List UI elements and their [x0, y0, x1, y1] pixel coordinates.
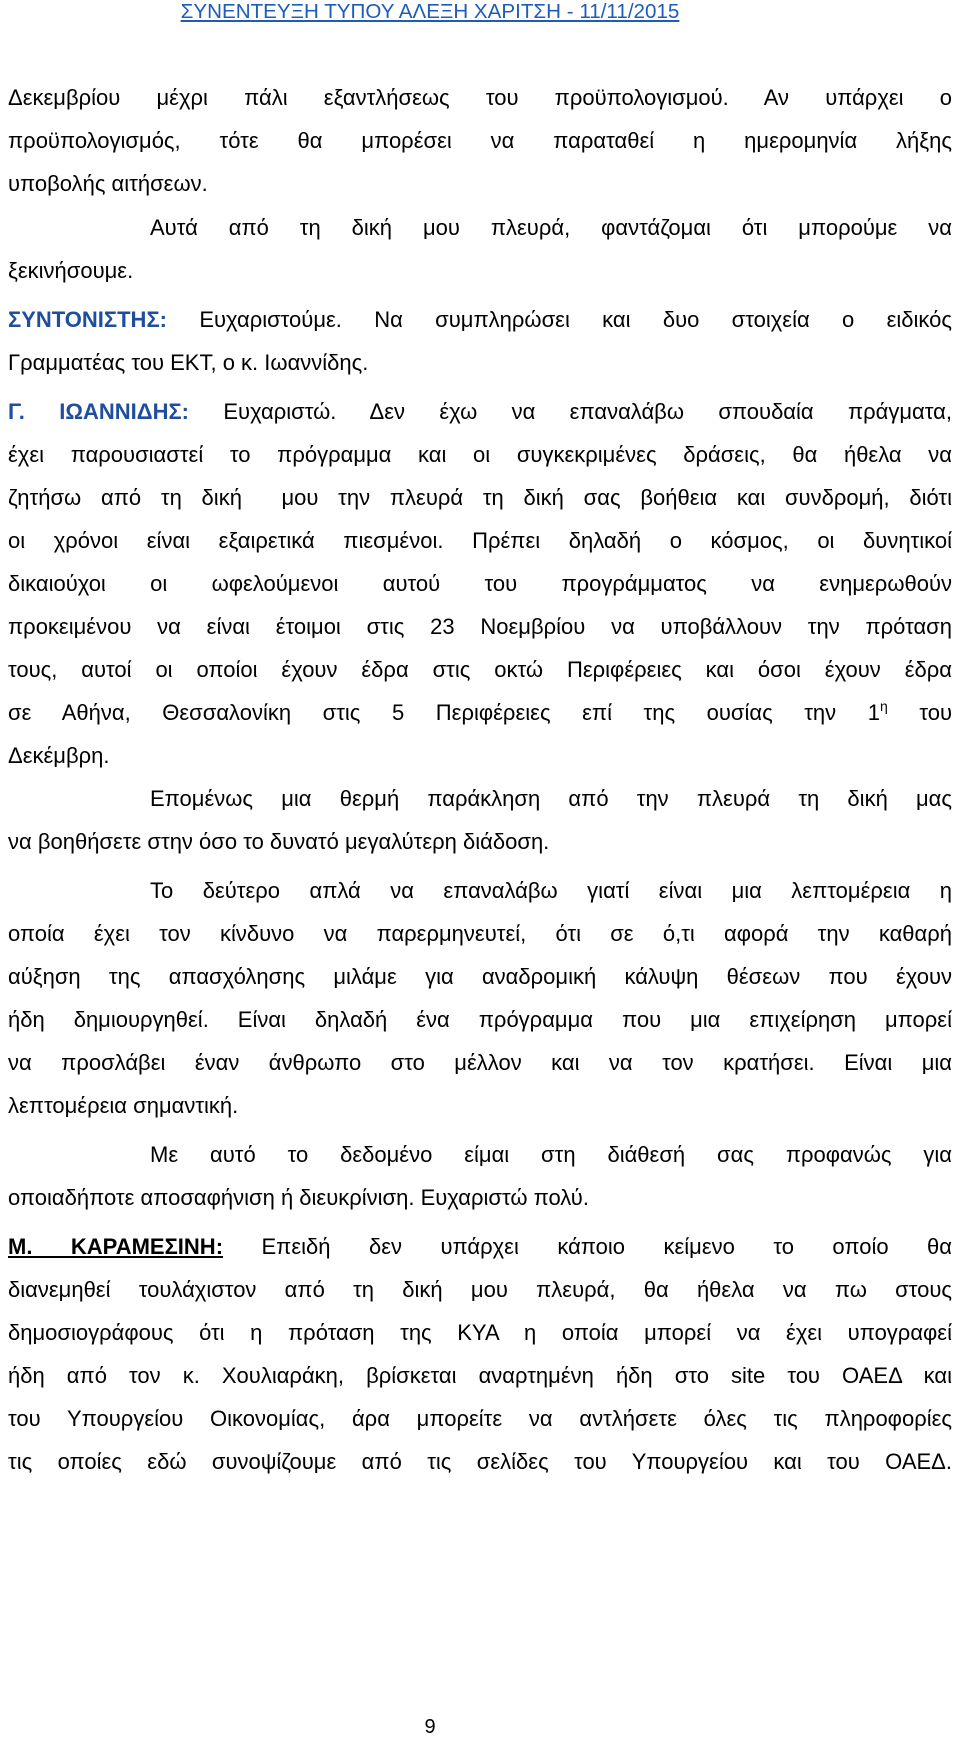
- line-text: Επειδή δεν υπάρχει κάποιο κείμενο το οποίο θα: [261, 1234, 952, 1259]
- line-text: ξεκινήσουμε.: [8, 258, 134, 283]
- line-text: Δεκέμβρη.: [8, 743, 110, 768]
- text-line: [8, 691, 952, 734]
- page-header: [0, 0, 860, 24]
- line-text: να προσλάβει έναν άνθρωπο στο μέλλον και να τον κρατήσει. Είναι μια: [8, 1050, 952, 1075]
- line-text: ήδη από τον κ. Χουλιαράκη, βρίσκεται αναρτημένη ήδη στο site του ΟΑΕΔ και: [8, 1363, 952, 1388]
- line-text: δικαιούχοι οι ωφελούμενοι αυτού του προγράμματος να ενημερωθούν: [8, 571, 952, 596]
- line-text: Αυτά από τη δική μου πλευρά, φαντάζομαι ότι μπορούμε να: [150, 215, 952, 240]
- speaker-paragraph: [8, 298, 952, 384]
- line-text: οι χρόνοι είναι εξαιρετικά πιεσμένοι. Πρέπει δηλαδή ο κόσμος, οι δυνητικοί: [8, 528, 952, 553]
- text-line: [8, 298, 952, 341]
- text-line: [8, 162, 952, 205]
- line-text: του: [919, 700, 952, 725]
- line-text: Το δεύτερο απλά να επαναλάβω γιατί είναι μια λεπτομέρεια η: [150, 878, 952, 903]
- line-text: Ευχαριστούμε. Να συμπληρώσει και δυο στοιχεία ο ειδικός: [199, 307, 952, 332]
- speaker-paragraph: [8, 390, 952, 777]
- text-line: [8, 1084, 952, 1127]
- line-text: έχει παρουσιαστεί το πρόγραμμα και οι συγκεκριμένες δράσεις, θα ήθελα να: [8, 442, 952, 467]
- text-line: [8, 955, 952, 998]
- page-number: 9: [424, 1716, 436, 1738]
- line-text: ζητήσω από τη δική μου την πλευρά τη δική σας βοήθεια και συνδρομή, διότι: [8, 485, 952, 510]
- line-text: διανεμηθεί τουλάχιστον από τη δική μου πλευρά, θα ήθελα να πω στους: [8, 1277, 952, 1302]
- text-line: [8, 1354, 952, 1397]
- text-line: [8, 341, 952, 384]
- line-content: [8, 390, 952, 433]
- line-text: οποία έχει τον κίνδυνο να παρερμηνευτεί, ότι σε ό,τι αφορά την καθαρή: [8, 921, 952, 946]
- speaker-label: ΣΥΝΤΟΝΙΣΤΗΣ:: [8, 307, 167, 332]
- text-line: [8, 912, 952, 955]
- line-text: τους, αυτοί οι οποίοι έχουν έδρα στις οκτώ Περιφέρειες και όσοι έχουν έδρα: [8, 657, 952, 682]
- speaker-label: Γ. ΙΩΑΝΝΙΔΗΣ:: [8, 399, 190, 424]
- line-text: αύξηση της απασχόλησης μιλάμε για αναδρομική κάλυψη θέσεων που έχουν: [8, 964, 952, 989]
- line-content: [8, 298, 952, 341]
- line-text: Δεκεμβρίου μέχρι πάλι εξαντλήσεως του προϋπολογισμού. Αν υπάρχει ο: [8, 85, 952, 110]
- line-text: υποβολής αιτήσεων.: [8, 171, 208, 196]
- text-line: [8, 206, 952, 249]
- text-line: [8, 76, 952, 119]
- text-line: [8, 1225, 952, 1268]
- text-line: [8, 1311, 952, 1354]
- text-line: [8, 1176, 952, 1219]
- paragraph: [8, 76, 952, 205]
- text-line: [8, 648, 952, 691]
- line-text: σε Αθήνα, Θεσσαλονίκη στις 5 Περιφέρειες επί της ουσίας την 1: [8, 700, 880, 725]
- line-text: λεπτομέρεια σημαντική.: [8, 1093, 239, 1118]
- line-text: να βοηθήσετε στην όσο το δυνατό μεγαλύτερη διάδοση.: [8, 829, 550, 854]
- text-line: [8, 1133, 952, 1176]
- header-title: ΣΥΝΕΝΤΕΥΞΗ ΤΥΠΟΥ ΑΛΕΞΗ ΧΑΡΙΤΣΗ - 11/11/2015: [180, 0, 680, 23]
- superscript-ordinal: η: [879, 698, 888, 714]
- text-line: [8, 433, 952, 476]
- line-text: δημοσιογράφους ότι η πρόταση της ΚΥΑ η οποία μπορεί να έχει υπογραφεί: [8, 1320, 952, 1345]
- text-line: [8, 249, 952, 292]
- text-line: [8, 519, 952, 562]
- transcript-body: [8, 76, 952, 1483]
- text-line: [8, 1440, 952, 1483]
- line-text: οποιαδήποτε αποσαφήνιση ή διευκρίνιση. Ευχαριστώ πολύ.: [8, 1185, 589, 1210]
- line-content: [8, 1225, 952, 1268]
- speaker-label: Μ. ΚΑΡΑΜΕΣΙΝΗ:: [8, 1234, 224, 1259]
- line-text: ήδη δημιουργηθεί. Είναι δηλαδή ένα πρόγραμμα που μια επιχείρηση μπορεί: [8, 1007, 952, 1032]
- text-line: [8, 1268, 952, 1311]
- speaker-paragraph: [8, 1225, 952, 1483]
- paragraph: [8, 869, 952, 1127]
- paragraph: [8, 777, 952, 863]
- text-line: [8, 820, 952, 863]
- text-line: [8, 869, 952, 912]
- line-text: Με αυτό το δεδομένο είμαι στη διάθεσή σας προφανώς για: [150, 1142, 952, 1167]
- line-text: προϋπολογισμός, τότε θα μπορέσει να παραταθεί η ημερομηνία λήξης: [8, 128, 952, 153]
- line-text: τις οποίες εδώ συνοψίζουμε από τις σελίδες του Υπουργείου και του ΟΑΕΔ.: [8, 1449, 952, 1474]
- line-text: Γραμματέας του ΕΚΤ, ο κ. Ιωαννίδης.: [8, 350, 369, 375]
- paragraph: [8, 206, 952, 292]
- text-line: [8, 119, 952, 162]
- text-line: [8, 734, 952, 777]
- line-text: Ευχαριστώ. Δεν έχω να επαναλάβω σπουδαία πράγματα,: [223, 399, 952, 424]
- text-line: [8, 605, 952, 648]
- text-line: [8, 562, 952, 605]
- text-line: [8, 390, 952, 433]
- text-line: [8, 476, 952, 519]
- paragraph: [8, 1133, 952, 1219]
- line-content: [8, 691, 952, 734]
- text-line: [8, 1397, 952, 1440]
- text-line: [8, 1041, 952, 1084]
- line-text: προκειμένου να είναι έτοιμοι στις 23 Νοεμβρίου να υποβάλλουν την πρόταση: [8, 614, 952, 639]
- line-text: του Υπουργείου Οικονομίας, άρα μπορείτε να αντλήσετε όλες τις πληροφορίες: [8, 1406, 952, 1431]
- line-text: Επομένως μια θερμή παράκληση από την πλευρά τη δική μας: [150, 786, 952, 811]
- text-line: [8, 998, 952, 1041]
- text-line: [8, 777, 952, 820]
